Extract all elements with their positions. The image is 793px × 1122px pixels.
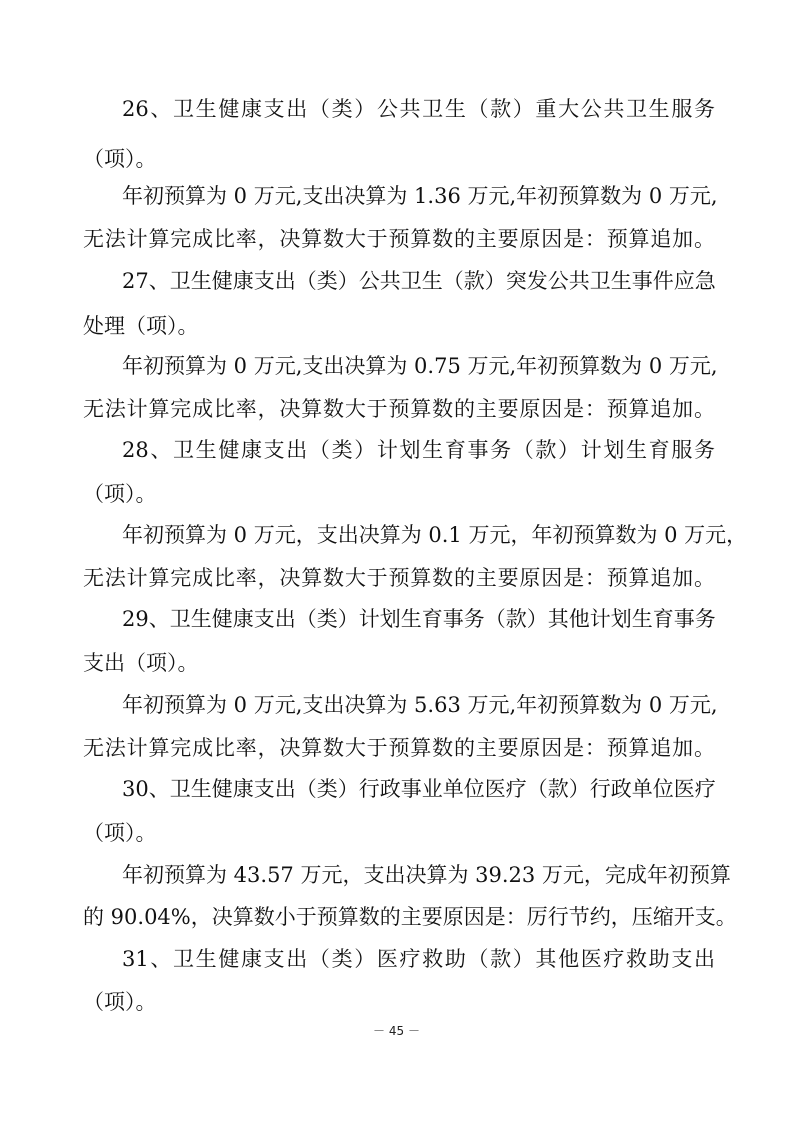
paragraph-budget-26-line-2: 无法计算完成比率，决算数大于预算数的主要原因是：预算追加。 xyxy=(83,227,715,251)
paragraph-budget-28-line-1: 年初预算为 0 万元，支出决算为 0.1 万元，年初预算数为 0 万元， xyxy=(122,523,748,547)
paragraph-30-line-1: 30、卫生健康支出（类）行政事业单位医疗（款）行政单位医疗 xyxy=(122,777,716,801)
paragraph-29-line-1: 29、卫生健康支出（类）计划生育事务（款）其他计划生育事务 xyxy=(122,607,716,631)
paragraph-30-line-2: （项）。 xyxy=(83,821,157,845)
paragraph-29-line-2: 支出（项）。 xyxy=(83,651,199,675)
paragraph-31-line-2: （项）。 xyxy=(83,990,157,1014)
paragraph-budget-29-line-1: 年初预算为 0 万元,支出决算为 5.63 万元,年初预算数为 0 万元, xyxy=(122,693,718,717)
paragraph-budget-29-line-2: 无法计算完成比率，决算数大于预算数的主要原因是：预算追加。 xyxy=(83,736,715,760)
paragraph-budget-28-line-2: 无法计算完成比率，决算数大于预算数的主要原因是：预算追加。 xyxy=(83,566,715,590)
paragraph-26-line-2: （项）。 xyxy=(83,147,157,171)
paragraph-budget-26-line-1: 年初预算为 0 万元,支出决算为 1.36 万元,年初预算数为 0 万元, xyxy=(122,184,718,208)
paragraph-28-line-2: （项）。 xyxy=(83,482,157,506)
paragraph-budget-30-line-1: 年初预算为 43.57 万元，支出决算为 39.23 万元，完成年初预算 xyxy=(122,863,731,887)
paragraph-budget-27-line-1: 年初预算为 0 万元,支出决算为 0.75 万元,年初预算数为 0 万元, xyxy=(122,354,718,378)
paragraph-budget-27-line-2: 无法计算完成比率，决算数大于预算数的主要原因是：预算追加。 xyxy=(83,397,715,421)
paragraph-27-line-2: 处理（项）。 xyxy=(83,314,199,338)
paragraph-budget-30-line-2: 的 90.04%，决算数小于预算数的主要原因是：厉行节约，压缩开支。 xyxy=(83,905,737,929)
paragraph-27-line-1: 27、卫生健康支出（类）公共卫生（款）突发公共卫生事件应急 xyxy=(122,269,716,293)
page-number: － 45 － xyxy=(373,1024,420,1038)
paragraph-26-line-1: 26、卫生健康支出（类）公共卫生（款）重大公共卫生服务 xyxy=(122,97,715,121)
paragraph-28-line-1: 28、卫生健康支出（类）计划生育事务（款）计划生育服务 xyxy=(122,438,715,462)
paragraph-31-line-1: 31、卫生健康支出（类）医疗救助（款）其他医疗救助支出 xyxy=(122,947,715,971)
